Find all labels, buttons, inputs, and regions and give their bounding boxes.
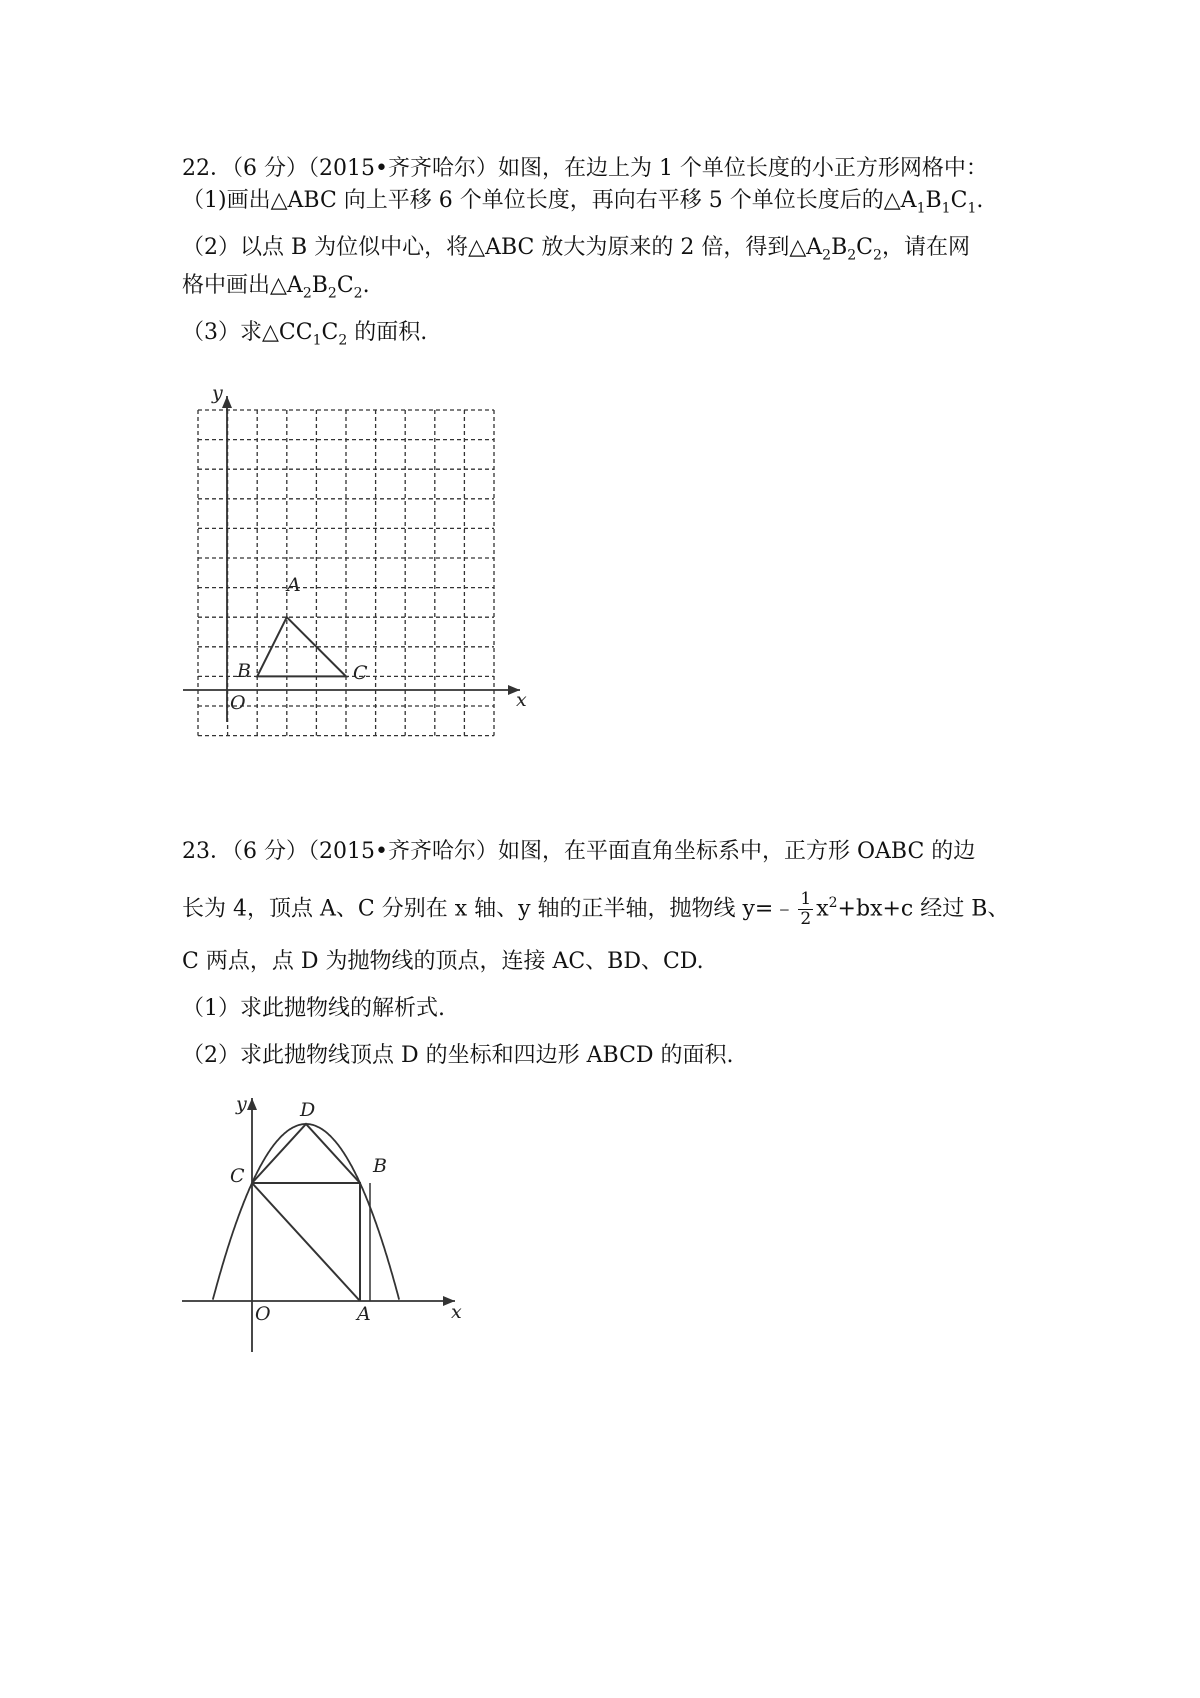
q23-part2: （2）求此抛物线顶点 D 的坐标和四边形 ABCD 的面积. [182, 1043, 734, 1068]
q22-part1-c: C [950, 188, 968, 213]
q23-line2-x: x [816, 896, 829, 922]
q22-part2-line2-sub1: 2 [302, 285, 312, 302]
q22-part2-post: ，请在网 [881, 235, 970, 260]
q22-part2-line2-sub2: 2 [327, 285, 337, 302]
q22-part1-sub3: 1 [967, 200, 977, 217]
q22-part1-sub1: 1 [916, 200, 926, 217]
q23-label-b: B [373, 1155, 387, 1177]
q22-part2-line2-pre: 格中画出△A [182, 273, 303, 298]
q22-part3-sub1: 1 [312, 332, 322, 349]
q22-part2-line2-post: . [362, 273, 370, 298]
q23-label-c: C [230, 1165, 245, 1187]
q22-part2-line2-c: C [336, 273, 354, 298]
q22-part2-pre: （2）以点 B 为位似中心，将△ABC 放大为原来的 2 倍，得到△A [182, 235, 823, 260]
q22-part2-line2-sub3: 2 [353, 285, 363, 302]
q23-part1: （1）求此抛物线的解析式. [182, 996, 445, 1021]
q22-part1-text: （1)画出△ABC 向上平移 6 个单位长度，再向右平移 5 个单位长度后的△A [182, 188, 917, 213]
q22-label-b: B [237, 660, 251, 682]
q22-part1-b: B [925, 188, 942, 213]
q22-label-x: x [516, 689, 527, 711]
q22-part2-sub1: 2 [822, 247, 832, 264]
q22-part2-b: B [831, 235, 848, 260]
q22-label-a: A [287, 574, 301, 596]
q22-part2-sub3: 2 [873, 247, 882, 264]
q23-y-axis-arrow [247, 1098, 257, 1110]
q23-label-y: y [236, 1093, 247, 1115]
q23-label-o: O [255, 1303, 271, 1325]
q23-line2-post: +bx+c 经过 B、 [837, 896, 1010, 922]
q23-line2-sup: 2 [828, 895, 838, 912]
q22-part3-post: 的面积. [347, 320, 428, 345]
q23-label-d: D [300, 1099, 316, 1121]
q22-label-c: C [353, 662, 368, 684]
q23-label-x: x [451, 1301, 462, 1323]
q22-part3-sub2: 2 [338, 332, 348, 349]
q22-header: 22．（6 分）（2015•齐齐哈尔）如图，在边上为 1 个单位长度的小正方形网格中： [182, 156, 988, 181]
q22-label-y: y [212, 382, 223, 404]
q22-label-o: O [230, 692, 246, 714]
q22-part3-pre: （3）求△CC [182, 320, 313, 345]
q22-part3-c: C [321, 320, 339, 345]
q22-part1-end: . [976, 188, 984, 213]
q23-line3: C 两点，点 D 为抛物线的顶点，连接 AC、BD、CD. [182, 949, 704, 974]
q23-line2-pre: 长为 4，顶点 A、C 分别在 x 轴、y 轴的正半轴，抛物线 y=﹣ [182, 896, 796, 922]
q23-label-a: A [357, 1303, 371, 1325]
q23-parabola [213, 1124, 399, 1300]
q23-segment-ac [252, 1183, 360, 1301]
q23-line1: 23．（6 分）（2015•齐齐哈尔）如图，在平面直角坐标系中，正方形 OABC 的边 [182, 839, 976, 864]
q22-part1-sub2: 1 [941, 200, 951, 217]
q23-fraction-numerator: 1 [800, 889, 812, 909]
q22-part2-sub2: 2 [847, 247, 857, 264]
q22-part2-c: C [856, 235, 874, 260]
q23-fraction-denominator: 2 [800, 909, 812, 929]
q22-part2-line2-b: B [311, 273, 328, 298]
